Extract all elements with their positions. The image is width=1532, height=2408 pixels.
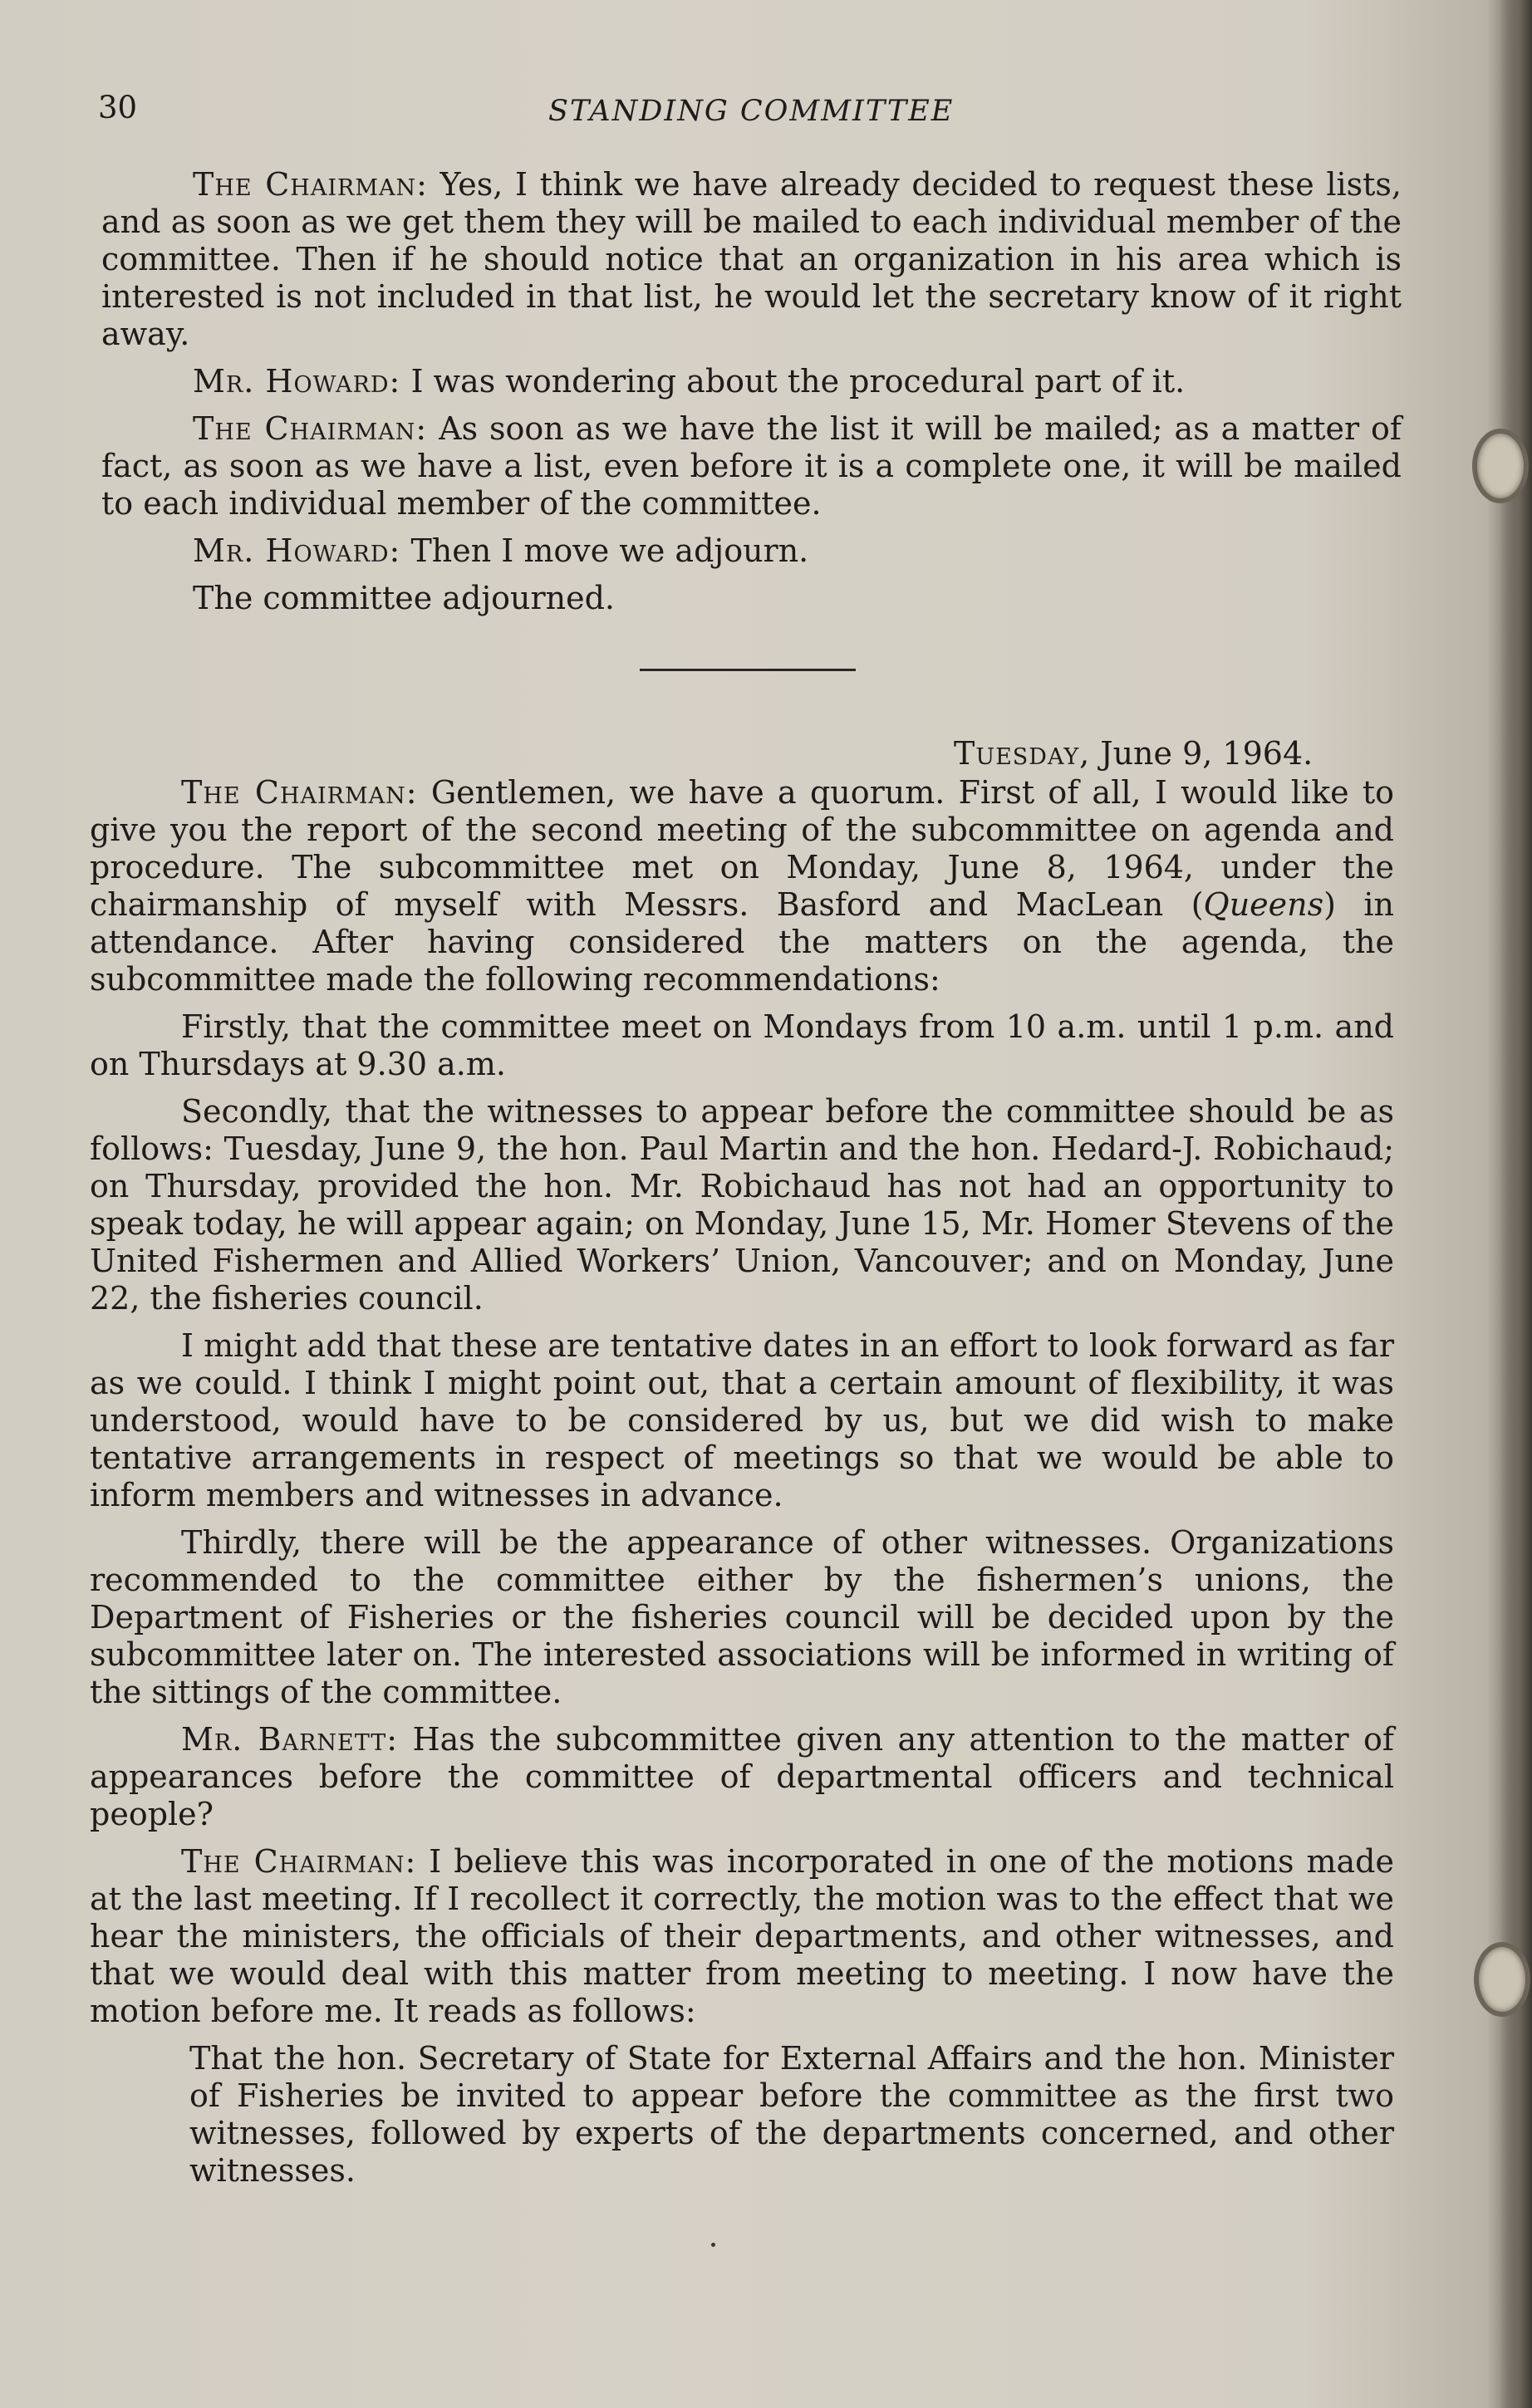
- text-block-2: [90, 774, 1394, 2200]
- speech: I was wondering about the procedural part of it.: [400, 363, 1186, 400]
- block-quote: That the hon. Secretary of State for External Affairs and the hon. Minister of Fisheries be invited to appear before the committee as the first two witnesses, followed by experts of the departments concerned, and other witnesses.: [189, 2040, 1394, 2189]
- paragraph: [90, 1721, 1394, 1833]
- speech: Thirdly, there will be the appearance of other witnesses. Organizations recommended to the committee either by the fishermen’s unions, the Department of Fisheries or the fisheries council will be decided upon by the subcommittee later on. The interested associations will be informed in writing of the sittings of the committee.: [90, 1524, 1394, 1710]
- speech: I might add that these are tentative dates in an effort to look forward as far as we could. I think I might point out, that a certain amount of flexibility, it was understood, would have to be considered by us, but we did wish to make tentative arrangements in respect of meetings so that we would be able to inform members and witnesses in advance.: [90, 1327, 1394, 1513]
- paragraph: [90, 1843, 1394, 2030]
- speaker: The Chairman:: [193, 166, 428, 203]
- paragraph: [90, 1093, 1394, 1317]
- binder-ring-icon: [1474, 1942, 1530, 2017]
- paragraph: [101, 166, 1402, 353]
- paragraph: [90, 1524, 1394, 1711]
- text-block-1: [101, 166, 1402, 627]
- speaker: The Chairman:: [181, 774, 418, 811]
- paragraph: [90, 1327, 1394, 1514]
- dateline-day: Tuesday,: [954, 735, 1091, 772]
- binder-ring-icon: [1472, 429, 1529, 503]
- book-binding: [1499, 0, 1532, 2408]
- paragraph: [101, 532, 1402, 570]
- running-head: STANDING COMMITTEE: [548, 95, 955, 128]
- page-speck: [711, 2243, 715, 2247]
- speaker: The Chairman:: [181, 1843, 417, 1880]
- dateline: [954, 735, 1313, 772]
- speech: Yes, I think we have already decided to request these lists, and as soon as we get them they will be mailed to each individual member of the committee. Then if he should notice that an organization in his area which is interested is not included in that list, he would let the secretary know of it right away.: [101, 166, 1402, 352]
- speech: ) in attendance. After having considered the matters on the agenda, the subcommittee made the following recommendations:: [90, 886, 1395, 998]
- speech: The committee adjourned.: [193, 580, 616, 616]
- paragraph: [101, 580, 1402, 617]
- paragraph: [90, 774, 1394, 998]
- speech-italic: Queens: [1203, 886, 1324, 923]
- page-header: [0, 90, 1532, 140]
- speech: Secondly, that the witnesses to appear before the committee should be as follows: Tuesday, June 9, the hon. Paul Martin and the hon. Hedard-J. Robichaud; on Thursday, provided the hon. Mr. Robichaud has not had an opportunity to speak today, he will appear again; on Monday, June 15, Mr. Homer Stevens of the United Fishermen and Allied Workers’ Union, Vancouver; and on Monday, June 22, the fisheries council.: [90, 1093, 1394, 1317]
- paragraph: [101, 363, 1402, 400]
- speech: Has the subcommittee given any attention to the matter of appearances before the committee of departmental officers and technical people?: [90, 1721, 1394, 1832]
- speech: As soon as we have the list it will be mailed; as a matter of fact, as soon as we have a list, even before it is a complete one, it will be mailed to each individual member of the committee.: [101, 410, 1402, 522]
- paragraph: [90, 1008, 1394, 1083]
- dateline-date: June 9, 1964.: [1090, 735, 1313, 772]
- speech: Gentlemen, we have a quorum. First of all, I would like to give you the report of the second meeting of the subcommittee on agenda and procedure. The subcommittee met on Monday, June 8, 1964, under the chairmanship of myself with Messrs. Basford and MacLean (: [90, 774, 1394, 923]
- speech: Then I move we adjourn.: [400, 532, 809, 569]
- speech: I believe this was incorporated in one of the motions made at the last meeting. If I recollect it correctly, the motion was to the effect that we hear the ministers, the officials of their departments, and other witnesses, and that we would deal with this matter from meeting to meeting. I now have the motion before me. It reads as follows:: [90, 1843, 1394, 2029]
- speaker: Mr. Howard:: [193, 363, 401, 400]
- paragraph: [101, 410, 1402, 522]
- section-divider: [640, 669, 856, 671]
- page-number: 30: [98, 90, 138, 125]
- speaker: Mr. Barnett:: [181, 1721, 399, 1758]
- speaker: Mr. Howard:: [193, 532, 401, 569]
- speech: Firstly, that the committee meet on Mondays from 10 a.m. until 1 p.m. and on Thursdays at 9.30 a.m.: [90, 1008, 1394, 1082]
- speaker: The Chairman:: [193, 410, 428, 447]
